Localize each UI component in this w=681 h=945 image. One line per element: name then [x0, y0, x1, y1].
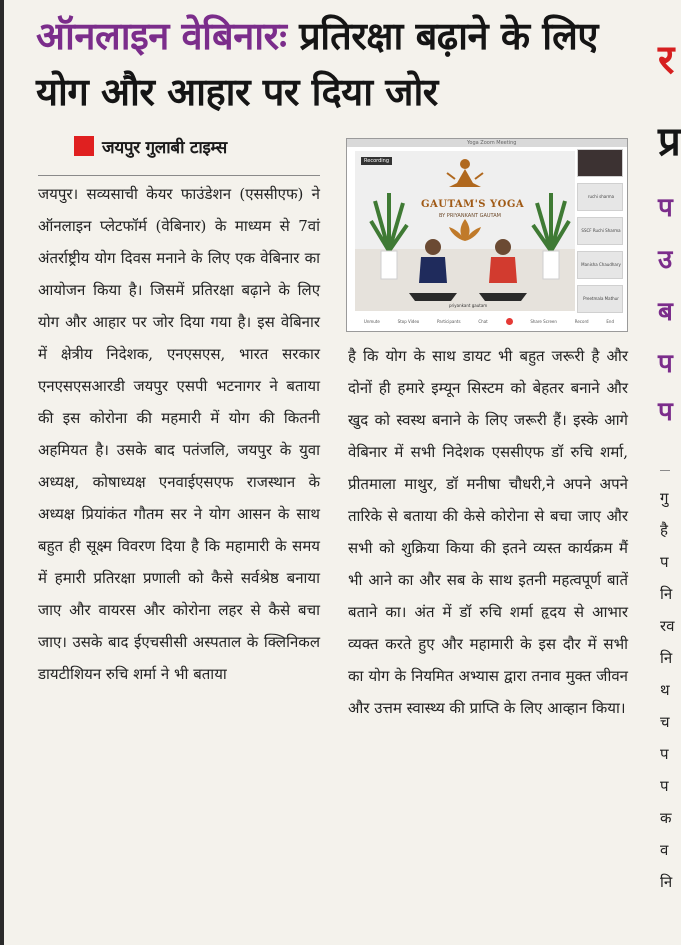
- adjacent-subhead: प: [658, 397, 673, 427]
- control-label: Participants: [437, 318, 461, 324]
- adjacent-headline-2: प्र: [658, 119, 681, 165]
- meeting-controls: [355, 315, 623, 327]
- adjacent-text: नि: [660, 585, 673, 603]
- headline-main: प्रतिरक्षा बढ़ाने के लिए योग और आहार पर दिया जोर: [36, 14, 598, 114]
- adjacent-headline-1: र: [658, 37, 675, 83]
- adjacent-text: नि: [660, 873, 673, 891]
- participant-thumb: [577, 183, 623, 211]
- control-label: End: [606, 318, 614, 324]
- article-headline: [36, 8, 626, 120]
- adjacent-text: प: [660, 553, 669, 571]
- control-label: Share Screen: [530, 318, 557, 324]
- adjacent-article-clipped: [632, 0, 681, 945]
- page-edge-rule: [0, 0, 4, 945]
- participant-thumb: [577, 217, 623, 245]
- adjacent-subhead: प: [658, 349, 673, 379]
- participant-name: Manisha Chaudhary: [581, 262, 621, 267]
- adjacent-text: रव: [660, 617, 675, 635]
- plant-right-icon: [531, 191, 571, 281]
- publication-name: जयपुर गुलाबी टाइम्स: [102, 137, 227, 158]
- adjacent-text: च: [660, 713, 670, 731]
- screenshot-title-bar: [347, 139, 627, 147]
- participant-name: SSCF Ruchi Sharma: [581, 228, 621, 233]
- screenshot-window-title: Yoga Zoom Meeting: [467, 140, 517, 146]
- adjacent-text: गु: [660, 489, 669, 507]
- adjacent-text: प: [660, 745, 669, 763]
- person-seated-icon: [475, 235, 531, 305]
- control-label: Unmute: [363, 318, 380, 324]
- meditation-silhouette-icon: [445, 157, 485, 195]
- speaker-tag: Recording: [361, 157, 392, 165]
- adjacent-text: नि: [660, 649, 673, 667]
- participant-thumb: [577, 149, 623, 177]
- webinar-screenshot: [346, 138, 628, 332]
- video-stage: [355, 151, 575, 311]
- byline: [74, 134, 227, 158]
- studio-brand: GAUTAM'S YOGA: [421, 199, 525, 210]
- adjacent-subhead: उ: [658, 245, 673, 275]
- adjacent-text: क: [660, 809, 672, 827]
- end-call-icon: [506, 318, 513, 325]
- participant-thumb: [577, 251, 623, 279]
- adjacent-text: थ: [660, 681, 670, 699]
- adjacent-subhead: प: [658, 193, 673, 223]
- headline-kicker: ऑनलाइन वेबिनारः: [36, 14, 287, 58]
- control-label: Record: [574, 318, 589, 324]
- article-column-1: जयपुर। सव्यसाची केयर फाउंडेशन (एससीएफ) ने ऑनलाइन प्लेटफॉर्म (वेबिनार) के माध्यम से 7वां अंतर्राष्ट्रीय योग दिवस मनाने के लिए एक वेबिनार का आयोजन किया है। जिसमें प्रतिरक्षा बढ़ाने के लिए योग और आहार पर जोर दिया गया है। इस वेबिनार में क्षेत्रीय निदेशक, एनएसएस, भारत सरकार एनएसएसआरडी जयपुर एसपी भटनागर ने बताया की इस कोरोना की महमारी में योग की कितनी अहमियत है। उसके बाद पतंजलि, जयपुर के युवा अध्यक्ष, कोषाध्यक्ष एनवाईएसएफ राजस्थान के अध्यक्ष प्रियांकंत गौतम सर ने योग आसन के साथ बहुत ही सूक्ष्म विवरण दिया है कि महामारी के समय में हमारी प्रतिरक्षा प्रणाली को कैसे सर्वश्रेष्ठ बनाया जाए और वायरस और कोरोना लहर से कैसे बचा जाए। उसके बाद ईएचसीसी अस्पताल के क्लिनिकल डायटीशियन रुचि शर्मा ने भी बताया: [38, 185, 320, 683]
- article-column-2: है कि योग के साथ डायट भी बहुत जरूरी है और दोनों ही हमारे इम्यून सिस्टम को बेहतर बनाने और खुद को स्वस्थ बनाने के लिए जरूरी हैं। इस्के आगे वेबिनार में सभी निदेशक एससीएफ डॉ रुचि शर्मा, प्रीतमाला माथुर, डॉ मनीषा चौधरी,ने अपने अपने तारिके से बताया की केसे कोरोना से बचा जाए और सभी को शुक्रिया किया की इतने व्यस्त कार्यक्रम मैं भी आने का और सब के साथ इतनी महत्वपूर्ण बातें बताने का। अंत में डॉ रुचि शर्मा हृदय से आभार व्यक्त करते हुए और महामारी के इस दौर में सभी का योग के नियमित अभ्यास द्वारा तनाव मुक्त जीवन और उत्तम स्वास्थ्य की प्राप्ति के लिए आव्हान किया।: [348, 347, 628, 717]
- adjacent-text: प: [660, 777, 669, 795]
- adjacent-rule: [660, 470, 670, 471]
- control-label: Chat: [478, 318, 488, 324]
- adjacent-text: है: [660, 521, 668, 539]
- red-square-icon: [74, 136, 94, 156]
- adjacent-subhead: ब: [658, 297, 673, 327]
- studio-brand-sub: BY PRIYANKANT GAUTAM: [439, 213, 501, 219]
- participant-caption: priyankant gautam: [449, 303, 488, 308]
- adjacent-text: व: [660, 841, 669, 859]
- person-seated-icon: [405, 235, 461, 305]
- control-label: Stop Video: [397, 318, 420, 324]
- participant-name: ruchi sharma: [587, 194, 615, 199]
- participant-name: Preetmala Mathur: [583, 296, 619, 301]
- participant-thumb: [577, 285, 623, 313]
- column-rule: [38, 175, 320, 176]
- plant-left-icon: [369, 191, 409, 281]
